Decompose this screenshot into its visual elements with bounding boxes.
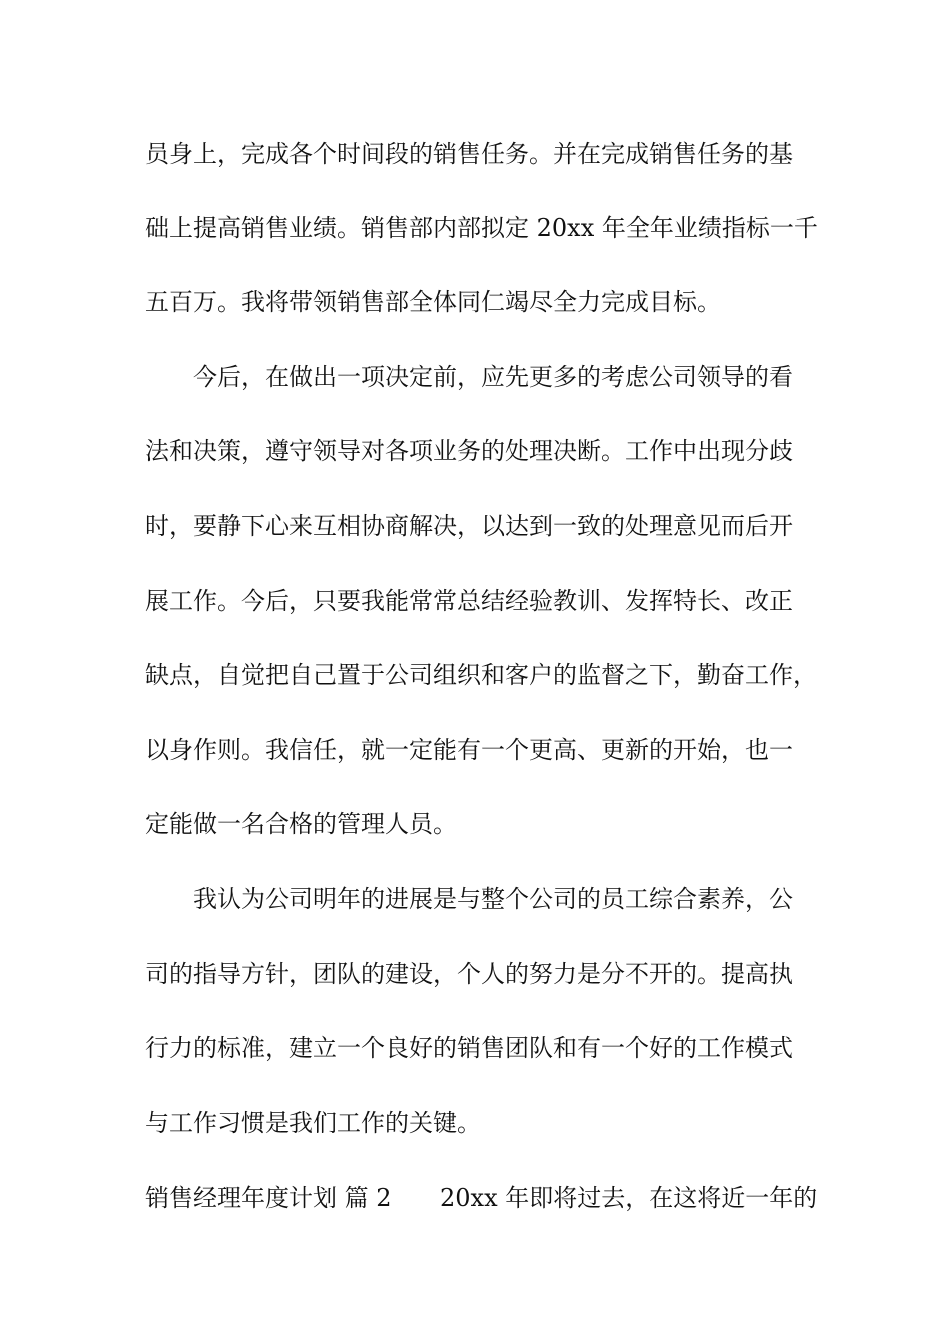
paragraph-line: 时，要静下心来互相协商解决，以达到一致的处理意见而后开: [145, 512, 793, 540]
paragraph-line: 司的指导方针，团队的建设，个人的努力是分不开的。提高执: [145, 960, 793, 988]
paragraph-line: 础上提高销售业绩。销售部内部拟定 20xx 年全年业绩指标一千: [145, 214, 818, 242]
paragraph-line: 以身作则。我信任，就一定能有一个更高、更新的开始，也一: [145, 736, 793, 764]
paragraph-line: 今后，在做出一项决定前，应先更多的考虑公司领导的看: [193, 363, 793, 391]
paragraph-line: 我认为公司明年的进展是与整个公司的员工综合素养，公: [193, 885, 793, 913]
paragraph-line: 定能做一名合格的管理人员。: [145, 810, 457, 838]
section-heading: 销售经理年度计划 篇 2: [145, 1184, 392, 1212]
paragraph-line: 展工作。今后，只要我能常常总结经验教训、发挥特长、改正: [145, 587, 793, 615]
paragraph-line: 缺点，自觉把自己置于公司组织和客户的监督之下，勤奋工作，: [145, 661, 817, 689]
section-heading-continuation: 20xx 年即将过去，在这将近一年的: [440, 1184, 818, 1212]
paragraph-line: 与工作习惯是我们工作的关键。: [145, 1109, 481, 1137]
paragraph-line: 法和决策，遵守领导对各项业务的处理决断。工作中出现分歧: [145, 437, 793, 465]
paragraph-line: 员身上，完成各个时间段的销售任务。并在完成销售任务的基: [145, 140, 793, 168]
paragraph-line: 五百万。我将带领销售部全体同仁竭尽全力完成目标。: [145, 288, 721, 316]
paragraph-line: 行力的标准，建立一个良好的销售团队和有一个好的工作模式: [145, 1034, 793, 1062]
